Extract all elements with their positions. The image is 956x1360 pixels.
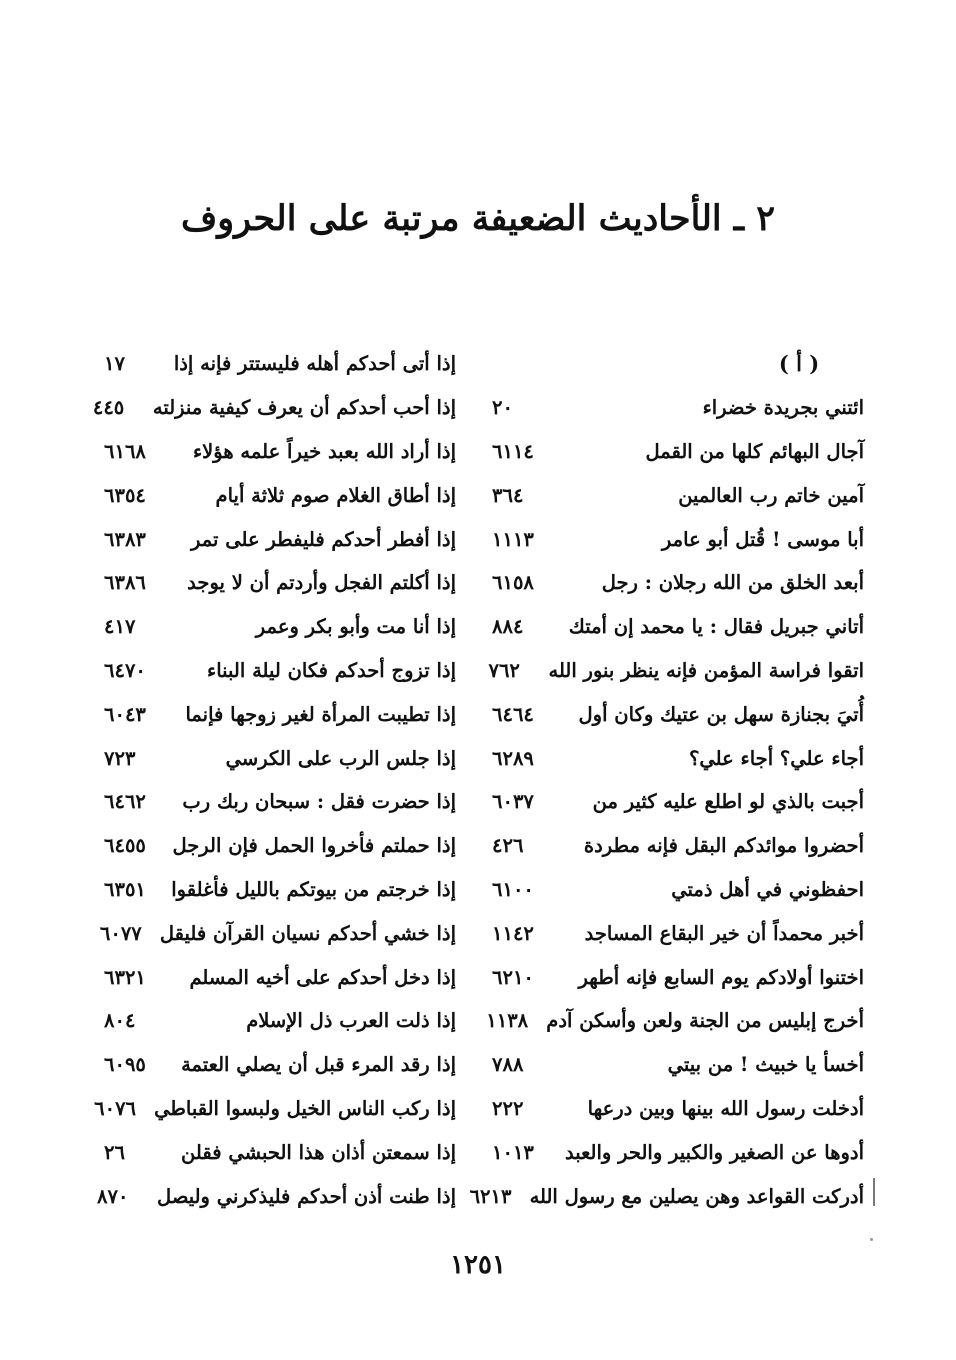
hadith-number: ٦٠٧٦ bbox=[94, 1096, 137, 1120]
hadith-number: ٨٧٠ bbox=[97, 1184, 129, 1208]
list-item bbox=[96, 955, 456, 999]
list-item bbox=[96, 692, 456, 736]
hadith-text: إذا أراد الله بعبد خيراً علمه هؤلاء bbox=[193, 439, 456, 463]
hadith-number: ٦٣٥١ bbox=[104, 877, 146, 901]
hadith-number: ٦٤٦٢ bbox=[104, 790, 146, 814]
list-item bbox=[484, 911, 864, 955]
hadith-text: أخبر محمداً أن خير البقاع المساجد bbox=[584, 921, 864, 945]
hadith-text: إذا طنت أذن أحدكم فليذكرني وليصل bbox=[157, 1184, 456, 1208]
list-item bbox=[96, 1087, 456, 1131]
hadith-text: إذا أفطر أحدكم فليفطر على تمر bbox=[190, 527, 456, 551]
hadith-number: ٦٢٨٩ bbox=[492, 746, 534, 770]
list-item bbox=[96, 1174, 456, 1218]
hadith-number: ٤١٧ bbox=[104, 615, 136, 639]
list-item bbox=[96, 736, 456, 780]
list-item bbox=[484, 1087, 864, 1131]
hadith-number: ٤٤٥ bbox=[92, 396, 125, 420]
hadith-text: إذا خرجتم من بيوتكم بالليل فأغلقوا bbox=[171, 877, 456, 901]
page-title: ٢ ـ الأحاديث الضعيفة مرتبة على الحروف bbox=[180, 198, 776, 239]
hadith-text: إذا ركب الناس الخيل ولبسوا القباطي bbox=[154, 1096, 456, 1120]
hadith-number: ٦٠٩٥ bbox=[104, 1053, 146, 1077]
section-heading bbox=[484, 342, 864, 386]
hadith-text: أدوها عن الصغير والكبير والحر والعبد bbox=[565, 1140, 864, 1164]
list-item bbox=[96, 1043, 456, 1087]
hadith-text: آجال البهائم كلها من القمل bbox=[645, 439, 864, 463]
left-column bbox=[92, 342, 456, 1218]
right-column bbox=[469, 342, 864, 1218]
hadith-text: آمين خاتم رب العالمين bbox=[678, 483, 864, 507]
hadith-number: ٦٤٥٥ bbox=[104, 834, 146, 858]
list-item bbox=[484, 605, 864, 649]
hadith-number: ٦٤٧٠ bbox=[104, 658, 146, 682]
list-item bbox=[96, 473, 456, 517]
hadith-text: أُتيَ بجنازة سهل بن عتيك وكان أول bbox=[578, 702, 864, 726]
hadith-number: ٦٠٣٧ bbox=[492, 790, 534, 814]
hadith-number: ٢٦ bbox=[104, 1140, 125, 1164]
list-item bbox=[96, 649, 456, 693]
list-item bbox=[92, 386, 456, 430]
list-item bbox=[484, 561, 864, 605]
list-item bbox=[484, 430, 864, 474]
hadith-text: اختنوا أولادكم يوم السابع فإنه أطهر bbox=[578, 965, 864, 989]
hadith-number: ٦٣٥٤ bbox=[104, 483, 146, 507]
list-item bbox=[484, 386, 864, 430]
list-item bbox=[96, 430, 456, 474]
hadith-text: أبا موسى ! قُتل أبو عامر bbox=[661, 527, 864, 551]
list-item bbox=[484, 824, 864, 868]
hadith-text: إذا أكلتم الفجل وأردتم أن لا يوجد bbox=[187, 571, 456, 595]
list-item bbox=[96, 342, 456, 386]
list-item bbox=[96, 517, 456, 561]
hadith-text: أخرج إبليس من الجنة ولعن وأسكن آدم bbox=[546, 1009, 864, 1033]
hadith-text: إذا رقد المرء قبل أن يصلي العتمة bbox=[181, 1053, 456, 1077]
list-item bbox=[96, 999, 456, 1043]
hadith-text: إذا ذلت العرب ذل الإسلام bbox=[246, 1009, 456, 1033]
list-item bbox=[96, 780, 456, 824]
hadith-number: ٦١٦٨ bbox=[104, 439, 146, 463]
list-item bbox=[484, 1043, 864, 1087]
hadith-number: ٦١١٤ bbox=[492, 439, 534, 463]
list-item bbox=[484, 517, 864, 561]
list-item bbox=[96, 824, 456, 868]
list-item bbox=[484, 955, 864, 999]
page-number: ١٢٥١ bbox=[450, 1250, 506, 1280]
list-item bbox=[96, 1130, 456, 1174]
hadith-number: ٢٠ bbox=[492, 396, 513, 420]
section-heading-label: ( أ ) bbox=[778, 351, 820, 377]
hadith-number: ٧٢٣ bbox=[104, 746, 136, 770]
hadith-number: ٦٢١٣ bbox=[469, 1184, 512, 1208]
list-item bbox=[484, 999, 864, 1043]
list-item bbox=[484, 868, 864, 912]
hadith-text: أتاني جبريل فقال : يا محمد إن أمتك bbox=[568, 615, 864, 639]
hadith-text: إذا سمعتن أذان هذا الحبشي فقلن bbox=[181, 1140, 456, 1164]
hadith-number: ٦٠٤٣ bbox=[104, 702, 146, 726]
hadith-text: أدخلت رسول الله بينها وبين درعها bbox=[587, 1096, 864, 1120]
hadith-number: ٦٤٦٤ bbox=[492, 702, 534, 726]
list-item bbox=[96, 911, 456, 955]
hadith-text: إذا خشي أحدكم نسيان القرآن فليقل bbox=[159, 921, 456, 945]
list-item bbox=[469, 1174, 864, 1218]
hadith-text: إذا دخل أحدكم على أخيه المسلم bbox=[189, 965, 456, 989]
hadith-number: ٨٨٤ bbox=[492, 615, 524, 639]
hadith-number: ٦٢١٠ bbox=[492, 965, 534, 989]
hadith-number: ٣٦٤ bbox=[492, 483, 524, 507]
hadith-text: اتقوا فراسة المؤمن فإنه ينظر بنور الله bbox=[548, 658, 864, 682]
hadith-text: أخسأ يا خبيث ! من بيتي bbox=[667, 1053, 864, 1077]
hadith-text: ائتني بجريدة خضراء bbox=[702, 396, 864, 420]
hadith-text: إذا أنا مت وأبو بكر وعمر bbox=[255, 615, 456, 639]
hadith-number: ١٠١٣ bbox=[492, 1140, 534, 1164]
hadith-number: ١١٣٨ bbox=[486, 1009, 529, 1033]
hadith-number: ١١١٣ bbox=[492, 527, 534, 551]
hadith-text: أدركت القواعد وهن يصلين مع رسول الله bbox=[529, 1184, 864, 1208]
hadith-text: إذا تزوج أحدكم فكان ليلة البناء bbox=[207, 658, 456, 682]
list-item bbox=[484, 780, 864, 824]
hadith-number: ٦٣٨٦ bbox=[104, 571, 146, 595]
hadith-number: ٦٣٨٣ bbox=[104, 527, 146, 551]
hadith-number: ٦١٠٠ bbox=[492, 877, 534, 901]
list-item bbox=[484, 1130, 864, 1174]
list-item bbox=[484, 692, 864, 736]
hadith-text: أحضروا موائدكم البقل فإنه مطردة bbox=[583, 834, 864, 858]
hadith-number: ٦١٥٨ bbox=[492, 571, 534, 595]
hadith-number: ٦٣٢١ bbox=[104, 965, 146, 989]
list-item bbox=[484, 736, 864, 780]
hadith-text: إذا حملتم فأخروا الحمل فإن الرجل bbox=[172, 834, 456, 858]
hadith-text: إذا أتى أحدكم أهله فليستتر فإنه إذا bbox=[173, 352, 456, 376]
hadith-number: ١٧ bbox=[104, 352, 125, 376]
list-item bbox=[96, 561, 456, 605]
hadith-text: أجبت بالذي لو اطلع عليه كثير من bbox=[592, 790, 864, 814]
hadith-text: أجاء علي؟ أجاء علي؟ bbox=[689, 746, 864, 770]
hadith-number: ٢٢٢ bbox=[492, 1096, 524, 1120]
hadith-number: ٤٢٦ bbox=[492, 834, 524, 858]
hadith-text: إذا أحب أحدكم أن يعرف كيفية منزلته bbox=[152, 396, 456, 420]
hadith-text: احفظوني في أهل ذمتي bbox=[671, 877, 864, 901]
hadith-text: إذا حضرت فقل : سبحان ربك رب bbox=[182, 790, 456, 814]
margin-rule bbox=[873, 1178, 875, 1206]
scan-mark bbox=[870, 1238, 873, 1241]
hadith-text: أبعد الخلق من الله رجلان : رجل bbox=[601, 571, 864, 595]
list-item bbox=[484, 649, 864, 693]
list-item bbox=[484, 473, 864, 517]
hadith-number: ١١٤٢ bbox=[492, 921, 534, 945]
hadith-number: ٨٠٤ bbox=[104, 1009, 136, 1033]
hadith-number: ٧٨٨ bbox=[492, 1053, 524, 1077]
hadith-text: إذا تطيبت المرأة لغير زوجها فإنما bbox=[185, 702, 456, 726]
list-item bbox=[96, 868, 456, 912]
hadith-text: إذا جلس الرب على الكرسي bbox=[225, 746, 456, 770]
hadith-number: ٦٠٧٧ bbox=[99, 921, 142, 945]
hadith-text: إذا أطاق الغلام صوم ثلاثة أيام bbox=[215, 483, 456, 507]
hadith-number: ٧٦٢ bbox=[488, 658, 520, 682]
list-item bbox=[96, 605, 456, 649]
